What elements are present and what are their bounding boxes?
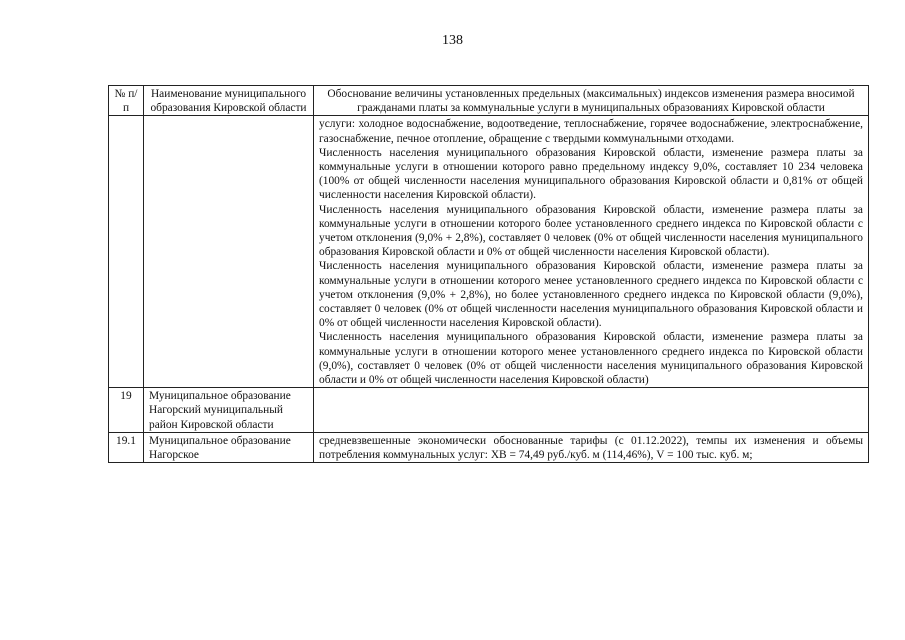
header-municipality-name: Наименование муниципального образования Кировской области: [144, 86, 314, 116]
justification-paragraph: Численность населения муниципального образования Кировской области, изменение размера платы за коммунальные услуги в отношении которого менее установленного среднего индекса по Кировской области (9,0%), составляет 0 человек (0% от общей численности населения муниципального образования Кировской области и 0% от общей численности населения Кировской области): [319, 331, 863, 387]
row-municipality-name: Муниципальное образование Нагорское: [144, 432, 314, 462]
tariff-index-table: [108, 85, 869, 463]
row-municipality-name: [144, 116, 314, 388]
table-row: [109, 388, 869, 433]
justification-paragraph: услуги: холодное водоснабжение, водоотведение, теплоснабжение, горячее водоснабжение, электроснабжение, газоснабжение, печное отопление, обращение с твердыми коммунальными отходами.: [319, 118, 863, 145]
table-row: [109, 432, 869, 462]
row-number: 19: [109, 388, 144, 433]
row-justification: [314, 432, 869, 462]
row-justification: [314, 388, 869, 433]
row-justification: [314, 116, 869, 388]
table-header-row: [109, 86, 869, 116]
justification-paragraph: Численность населения муниципального образования Кировской области, изменение размера платы за коммунальные услуги в отношении которого менее установленного среднего индекса по Кировской области с учетом отклонения (9,0% + 2,8%), но более установленного среднего индекса по Кировской области (9,0%), составляет 0 человек (0% от общей численности населения муниципального образования Кировской области и 0% от общей численности населения Кировской области).: [319, 260, 863, 330]
justification-paragraph: средневзвешенные экономически обоснованные тарифы (с 01.12.2022), темпы их изменения и объемы потребления коммунальных услуг: ХВ = 74,49 руб./куб. м (114,46%), V = 100 тыс. куб. м;: [319, 434, 863, 462]
justification-paragraph: Численность населения муниципального образования Кировской области, изменение размера платы за коммунальные услуги в отношении которого более установленного среднего индекса по Кировской области с учетом отклонения (9,0% + 2,8%), составляет 0 человек (0% от общей численности населения муниципального образования Кировской области и 0% от общей численности населения Кировской области).: [319, 203, 863, 259]
page-number: 138: [442, 33, 463, 48]
row-number: 19.1: [109, 432, 144, 462]
header-number: № п/п: [109, 86, 144, 116]
row-number: [109, 116, 144, 388]
justification-paragraph: Численность населения муниципального образования Кировской области, изменение размера платы за коммунальные услуги в отношении которого равно предельному индексу 9,0%, составляет 10 234 человека (100% от общей численности населения муниципального образования Кировской области и 0,81% от общей численности населения Кировской области).: [319, 146, 863, 202]
table-row: [109, 116, 869, 388]
row-municipality-name: Муниципальное образование Нагорский муниципальный район Кировской области: [144, 388, 314, 433]
header-justification: Обоснование величины установленных предельных (максимальных) индексов изменения размера вносимой гражданами платы за коммунальные услуги в муниципальных образованиях Кировской области: [314, 86, 869, 116]
